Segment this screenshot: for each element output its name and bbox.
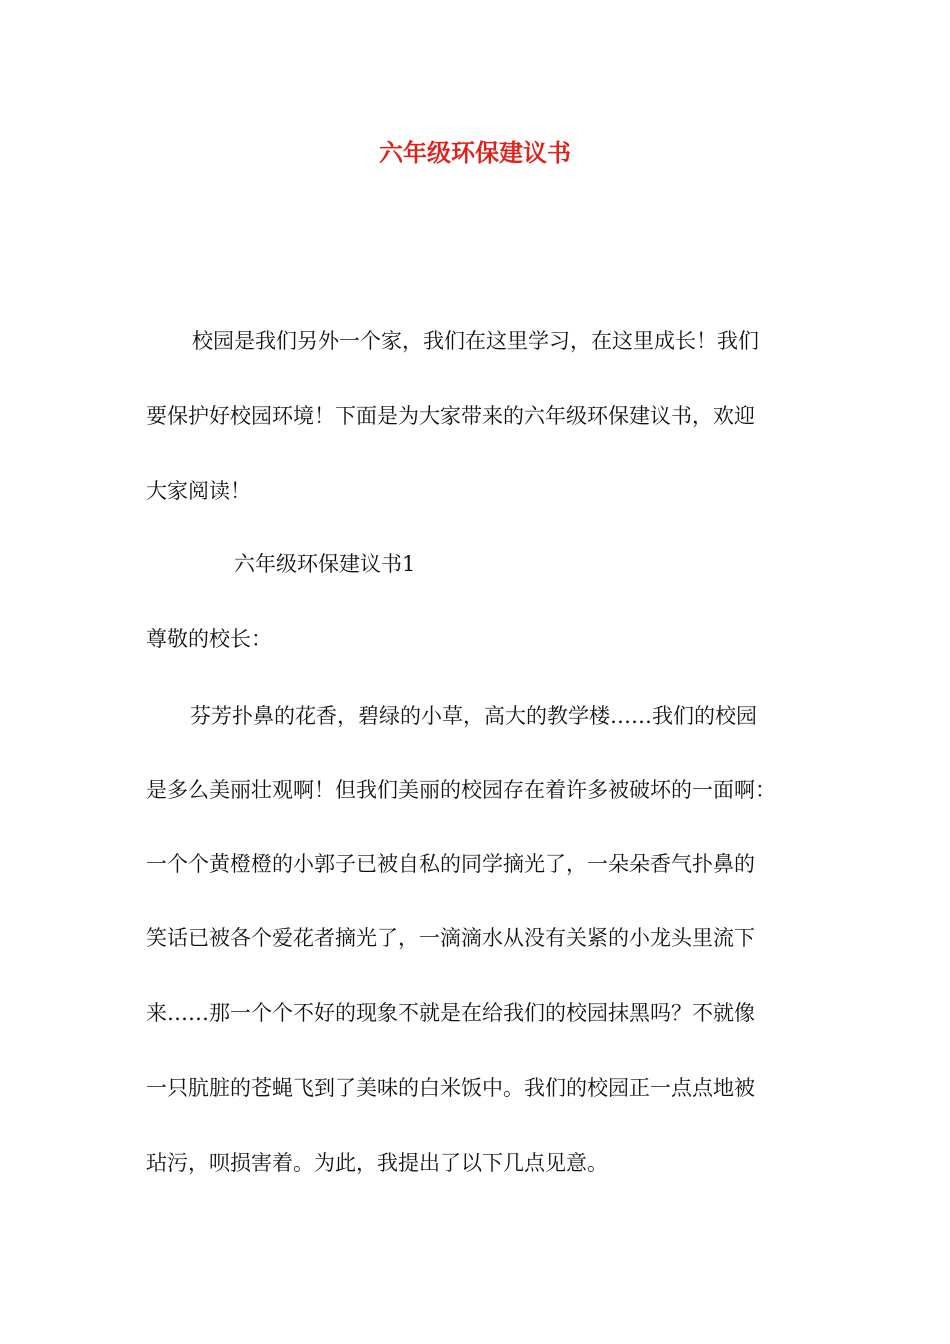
body-line-6: 一只肮脏的苍蝇飞到了美味的白米饭中。我们的校园正一点点地被	[146, 1076, 755, 1100]
intro-line-2: 要保护好校园环境！下面是为大家带来的六年级环保建议书，欢迎	[146, 404, 755, 428]
intro-line-3: 大家阅读！	[146, 479, 251, 503]
body-line-1: 芬芳扑鼻的花香，碧绿的小草，高大的教学楼……我们的校园	[190, 704, 757, 728]
body-line-2: 是多么美丽壮观啊！但我们美丽的校园存在着许多被破坏的一面啊：	[146, 778, 776, 802]
section-heading: 六年级环保建议书1	[234, 552, 416, 576]
document-title: 六年级环保建议书	[379, 138, 571, 167]
body-line-5: 来……那一个个不好的现象不就是在给我们的校园抹黑吗？不就像	[146, 1001, 755, 1025]
body-line-3: 一个个黄橙橙的小郭子已被自私的同学摘光了，一朵朵香气扑鼻的	[146, 852, 755, 876]
body-line-4: 笑话已被各个爱花者摘光了，一滴滴水从没有关紧的小龙头里流下	[146, 926, 755, 950]
salutation: 尊敬的校长：	[146, 627, 272, 651]
intro-line-1: 校园是我们另外一个家，我们在这里学习，在这里成长！我们	[192, 329, 759, 353]
body-line-7: 玷污，呗损害着。为此，我提出了以下几点见意。	[146, 1151, 608, 1175]
